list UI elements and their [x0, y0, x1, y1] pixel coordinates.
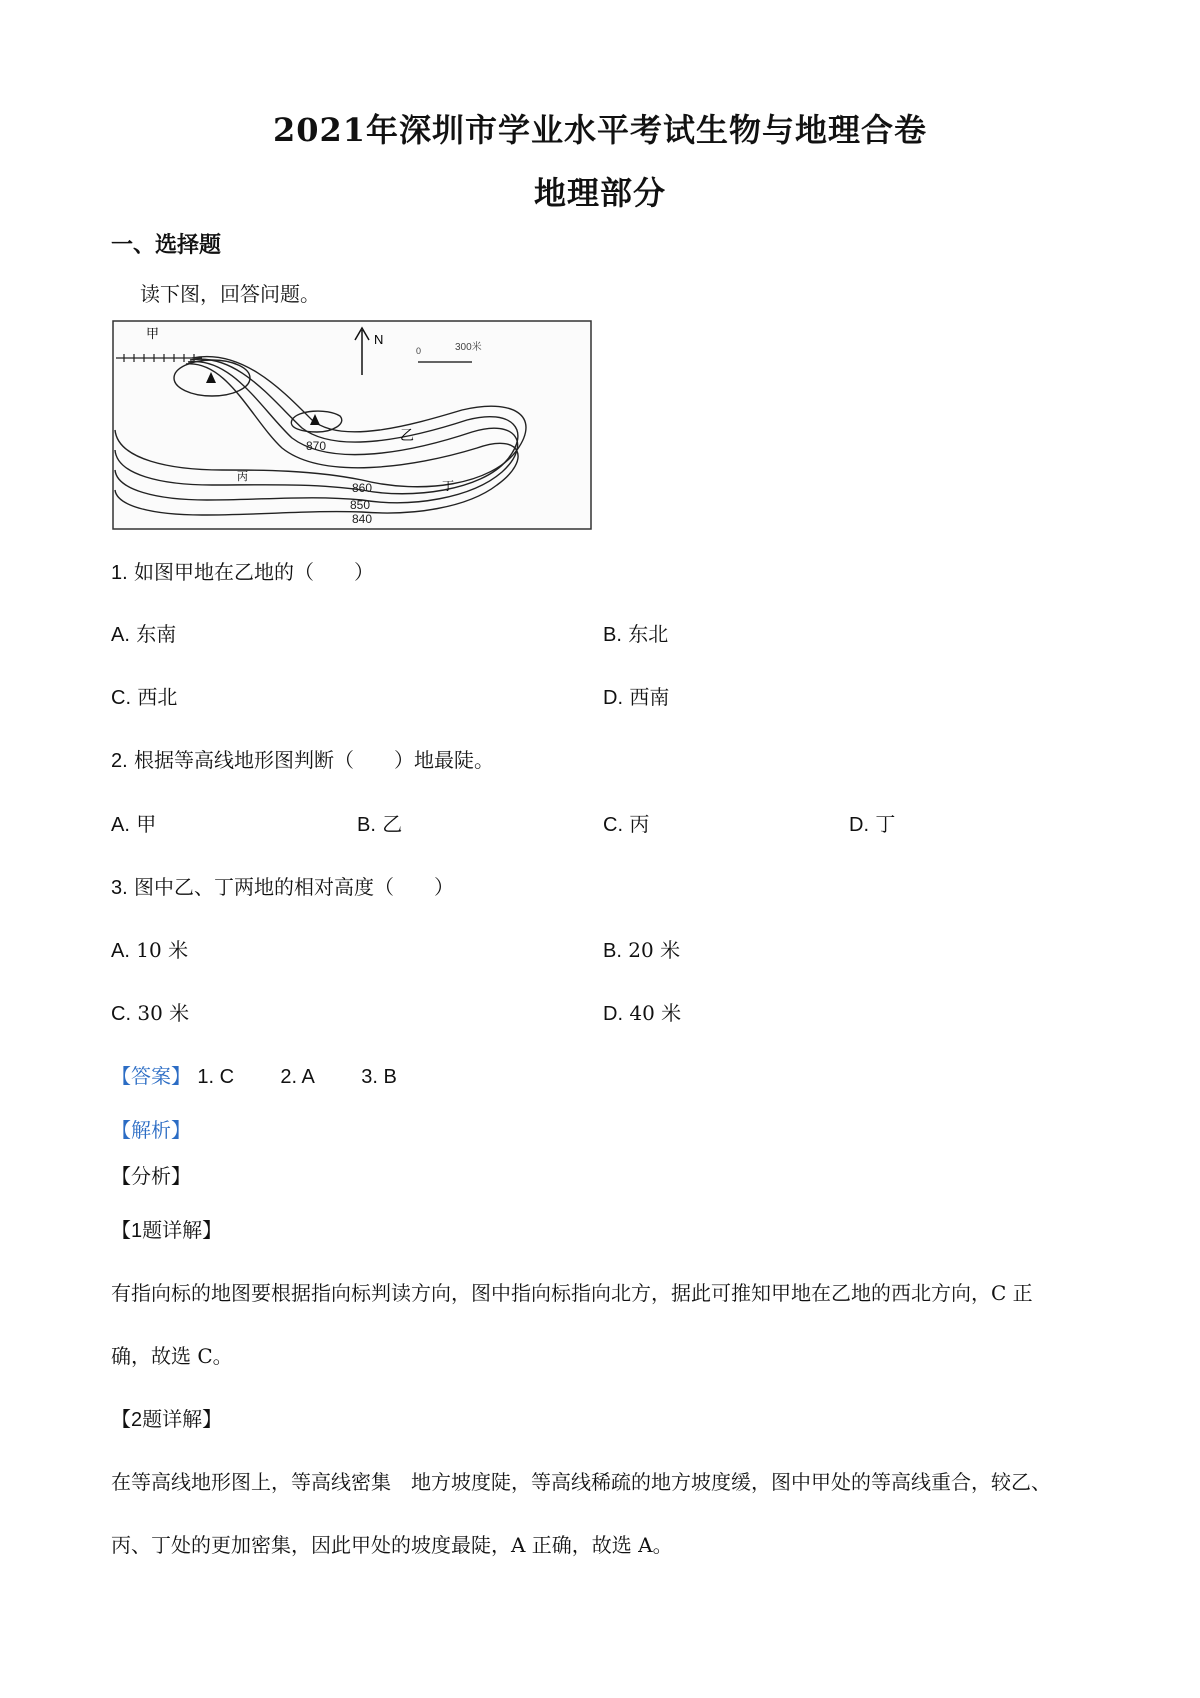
option-letter: A. [111, 814, 130, 836]
option-letter: A. [111, 624, 130, 646]
option [603, 997, 681, 1026]
option-letter: D. [603, 1003, 623, 1025]
answer-item: 2. A [280, 1066, 315, 1088]
option [111, 997, 189, 1026]
heading-text: 题详解】 [142, 1407, 223, 1431]
question-number: 1. [111, 562, 128, 584]
contour-label: 840 [352, 512, 373, 526]
answer-label: 【答案】 [111, 1064, 191, 1088]
option-text: 丙 [629, 812, 650, 836]
q1-explanation-line-2: 确，故选 C。 [111, 1344, 233, 1368]
intro-text: 读下图，回答问题。 [140, 282, 320, 306]
fenxi-label: 【分析】 [111, 1164, 191, 1188]
option [603, 808, 649, 837]
q1-explanation-line-1: 有指向标的地图要根据指向标判读方向，图中指向标指向北方，据此可推知甲地在乙地的西北方向，C 正 [111, 1281, 1033, 1305]
option-text: 甲 [136, 812, 157, 836]
answer-item: 3. B [361, 1066, 397, 1088]
section-heading: 一、选择题 [111, 232, 222, 258]
contour-label: 860 [352, 481, 373, 495]
contour-label: 870 [306, 439, 327, 453]
option-text: 乙 [382, 812, 403, 836]
question-3 [111, 871, 454, 900]
option [603, 618, 668, 647]
option [111, 681, 177, 710]
q2-explanation-line-2: 丙、丁处的更加密集，因此甲处的坡度最陡，A 正确，故选 A。 [111, 1533, 673, 1557]
option-letter: B. [357, 814, 376, 836]
option [849, 808, 895, 837]
q1-detail-heading [111, 1214, 222, 1243]
question-2 [111, 744, 494, 773]
document-subtitle: 地理部分 [533, 174, 666, 212]
north-label: N [374, 332, 384, 347]
place-label-yi: 乙 [400, 428, 414, 444]
option-letter: D. [603, 687, 623, 709]
option-text: 东南 [136, 622, 177, 646]
option-letter: D. [849, 814, 869, 836]
option [111, 618, 176, 647]
document-title: 2021年深圳市学业水平考试生物与地理合卷 [272, 111, 928, 149]
answer-item: 1. C [197, 1066, 235, 1088]
option-letter: C. [603, 814, 623, 836]
contour-map-svg [112, 320, 592, 530]
heading-number: 【1 [111, 1220, 143, 1242]
option-text: 西北 [137, 685, 178, 709]
heading-number: 【2 [111, 1409, 143, 1431]
question-stem: 根据等高线地形图判断（ ）地最陡。 [134, 748, 495, 772]
q2-detail-heading [111, 1403, 222, 1432]
question-1 [111, 556, 374, 585]
analysis-label: 【解析】 [111, 1118, 191, 1142]
place-label-bing: 丙 [237, 470, 248, 483]
option-text: 40 米 [629, 1001, 682, 1025]
option-text: 西南 [629, 685, 670, 709]
option [111, 934, 188, 963]
scale-end-label: 300米 [455, 342, 482, 353]
q2-explanation-line-1: 在等高线地形图上，等高线密集 地方坡度陡，等高线稀疏的地方坡度缓，图中甲处的等高线重合，较乙、 [111, 1470, 1051, 1494]
option-letter: B. [603, 624, 622, 646]
option-text: 30 米 [137, 1001, 190, 1025]
option-letter: C. [111, 687, 131, 709]
scale-start-label: 0 [416, 346, 422, 356]
question-stem: 图中乙、丁两地的相对高度（ ） [134, 875, 455, 899]
heading-text: 题详解】 [142, 1218, 223, 1242]
place-label-ding: 丁 [442, 479, 455, 493]
option-letter: A. [111, 940, 130, 962]
place-label-jia: 甲 [146, 327, 160, 342]
answer-line [111, 1060, 397, 1089]
question-stem: 如图甲地在乙地的（ ） [134, 560, 375, 584]
contour-label: 850 [350, 498, 371, 512]
option [357, 808, 402, 837]
option-text: 丁 [875, 812, 896, 836]
option-letter: C. [111, 1003, 131, 1025]
option-text: 东北 [628, 622, 669, 646]
question-number: 3. [111, 877, 128, 899]
option-letter: B. [603, 940, 622, 962]
option [603, 681, 669, 710]
option-text: 10 米 [136, 938, 189, 962]
option [603, 934, 680, 963]
contour-map [112, 320, 592, 530]
option [111, 808, 156, 837]
question-number: 2. [111, 750, 128, 772]
option-text: 20 米 [628, 938, 681, 962]
